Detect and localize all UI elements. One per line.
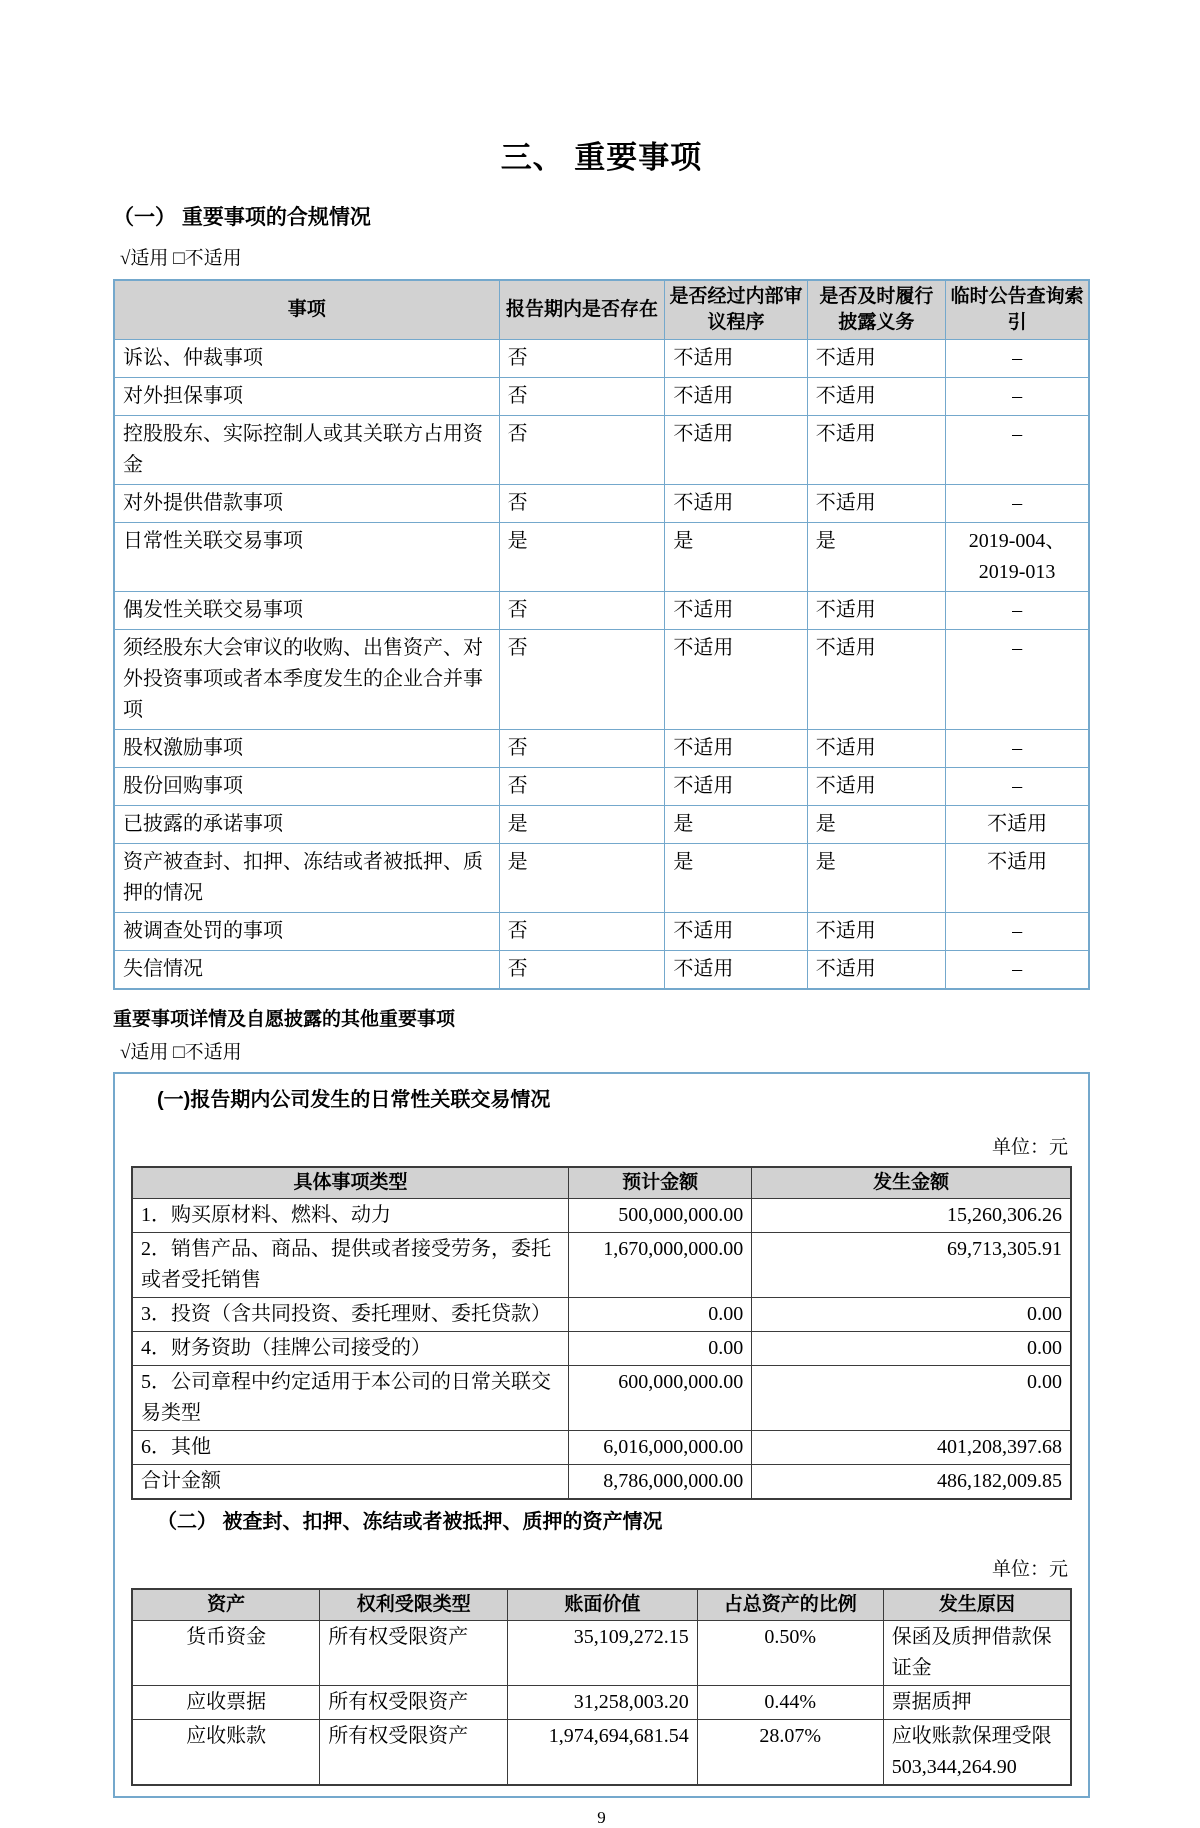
table-cell: 所有权受限资产 <box>320 1686 508 1720</box>
table-cell: – <box>946 592 1089 630</box>
table-cell: 28.07% <box>697 1720 883 1786</box>
table-cell: 否 <box>499 592 665 630</box>
restricted-assets-table-head <box>132 1589 1071 1621</box>
table-cell: 2．销售产品、商品、提供或者接受劳务，委托或者受托销售 <box>132 1233 569 1298</box>
table-cell: 0.00 <box>752 1366 1071 1431</box>
table-cell: 是 <box>499 523 665 592</box>
table-cell: 600,000,000.00 <box>569 1366 752 1431</box>
table-cell: 所有权受限资产 <box>320 1720 508 1786</box>
table-cell: 日常性关联交易事项 <box>114 523 499 592</box>
table-cell: 不适用 <box>807 485 945 523</box>
table-cell: 不适用 <box>946 844 1089 913</box>
table-cell: 不适用 <box>946 806 1089 844</box>
column-header: 账面价值 <box>508 1589 698 1621</box>
column-header: 临时公告查询索引 <box>946 280 1089 340</box>
table-cell: 是 <box>807 844 945 913</box>
table-row <box>114 844 1089 913</box>
table-row <box>132 1621 1071 1686</box>
table-cell: 不适用 <box>807 340 945 378</box>
table-cell: 不适用 <box>665 730 807 768</box>
restricted-assets-table <box>131 1588 1072 1786</box>
table-cell: 不适用 <box>665 768 807 806</box>
details-applicability-note: √适用 □不适用 <box>120 1042 242 1063</box>
table-cell: 股份回购事项 <box>114 768 499 806</box>
details-box <box>113 1072 1090 1798</box>
column-header: 是否及时履行披露义务 <box>807 280 945 340</box>
table-cell: 对外提供借款事项 <box>114 485 499 523</box>
table-row <box>114 951 1089 990</box>
table-cell: – <box>946 630 1089 730</box>
table-cell: – <box>946 378 1089 416</box>
table-cell: 是 <box>665 806 807 844</box>
table-cell: – <box>946 768 1089 806</box>
table-cell: 1．购买原材料、燃料、动力 <box>132 1199 569 1233</box>
header-row <box>114 280 1089 340</box>
column-header: 报告期内是否存在 <box>499 280 665 340</box>
table-cell: 6．其他 <box>132 1431 569 1465</box>
table-cell: 应收账款 <box>132 1720 320 1786</box>
table-cell: – <box>946 485 1089 523</box>
table-cell: 8,786,000,000.00 <box>569 1465 752 1500</box>
table-cell: 资产被查封、扣押、冻结或者被抵押、质押的情况 <box>114 844 499 913</box>
table-cell: 1,670,000,000.00 <box>569 1233 752 1298</box>
column-header: 是否经过内部审议程序 <box>665 280 807 340</box>
section-heading-details: 重要事项详情及自愿披露的其他重要事项 <box>113 1009 456 1030</box>
header-row <box>132 1167 1071 1199</box>
column-header: 发生原因 <box>883 1589 1071 1621</box>
table-cell: 控股股东、实际控制人或其关联方占用资金 <box>114 416 499 485</box>
table-row <box>132 1332 1071 1366</box>
table-cell: 否 <box>499 913 665 951</box>
table-cell: 不适用 <box>807 913 945 951</box>
column-header: 预计金额 <box>569 1167 752 1199</box>
table-cell: 票据质押 <box>883 1686 1071 1720</box>
table-cell: 不适用 <box>807 951 945 990</box>
unit-label: 单位：元 <box>991 1559 1068 1580</box>
table-cell: 31,258,003.20 <box>508 1686 698 1720</box>
table-cell: 是 <box>665 844 807 913</box>
table-cell: 否 <box>499 730 665 768</box>
table-cell: 货币资金 <box>132 1621 320 1686</box>
table-cell: 不适用 <box>665 592 807 630</box>
table-cell: 35,109,272.15 <box>508 1621 698 1686</box>
table-row <box>114 592 1089 630</box>
table-cell: 不适用 <box>807 730 945 768</box>
table-row <box>114 730 1089 768</box>
table-cell: 是 <box>807 523 945 592</box>
table-cell: 6,016,000,000.00 <box>569 1431 752 1465</box>
table-cell: 保函及质押借款保证金 <box>883 1621 1071 1686</box>
table-row <box>114 485 1089 523</box>
subsection-heading-restricted-assets: （二） 被查封、扣押、冻结或者被抵押、质押的资产情况 <box>157 1511 663 1533</box>
column-header: 事项 <box>114 280 499 340</box>
table-cell: 2019-004、2019-013 <box>946 523 1089 592</box>
section-heading-compliance: （一） 重要事项的合规情况 <box>113 206 371 229</box>
table-cell: 应收票据 <box>132 1686 320 1720</box>
table-cell: 否 <box>499 630 665 730</box>
table-cell: 0.00 <box>569 1298 752 1332</box>
table-cell: 股权激励事项 <box>114 730 499 768</box>
table-cell: 不适用 <box>665 340 807 378</box>
column-header: 占总资产的比例 <box>697 1589 883 1621</box>
table-cell: – <box>946 951 1089 990</box>
table-cell: 不适用 <box>665 485 807 523</box>
table-cell: 不适用 <box>665 951 807 990</box>
compliance-table-body <box>114 340 1089 990</box>
table-cell: 486,182,009.85 <box>752 1465 1071 1500</box>
compliance-table-head <box>114 280 1089 340</box>
table-row <box>114 523 1089 592</box>
table-row <box>114 630 1089 730</box>
table-cell: 是 <box>665 523 807 592</box>
table-cell: – <box>946 913 1089 951</box>
column-header: 具体事项类型 <box>132 1167 569 1199</box>
table-cell: 0.00 <box>752 1332 1071 1366</box>
page-number: 9 <box>597 1808 606 1827</box>
table-cell: 否 <box>499 378 665 416</box>
table-row <box>132 1233 1071 1298</box>
table-cell: 否 <box>499 485 665 523</box>
table-cell: 401,208,397.68 <box>752 1431 1071 1465</box>
table-row <box>114 416 1089 485</box>
subsection-heading-daily-transactions: (一)报告期内公司发生的日常性关联交易情况 <box>157 1089 551 1111</box>
page-title: 三、 重要事项 <box>500 140 703 175</box>
table-cell: 对外担保事项 <box>114 378 499 416</box>
table-cell: 偶发性关联交易事项 <box>114 592 499 630</box>
table-cell: 是 <box>499 844 665 913</box>
table-row <box>114 340 1089 378</box>
column-header: 发生金额 <box>752 1167 1071 1199</box>
column-header: 资产 <box>132 1589 320 1621</box>
table-cell: 是 <box>807 806 945 844</box>
table-cell: 否 <box>499 951 665 990</box>
table-cell: 不适用 <box>665 630 807 730</box>
header-row <box>132 1589 1071 1621</box>
report-page <box>113 0 1090 1828</box>
table-cell: 不适用 <box>807 592 945 630</box>
column-header: 权利受限类型 <box>320 1589 508 1621</box>
table-cell: 不适用 <box>665 378 807 416</box>
table-cell: 合计金额 <box>132 1465 569 1500</box>
table-cell: 5．公司章程中约定适用于本公司的日常关联交易类型 <box>132 1366 569 1431</box>
table-cell: 诉讼、仲裁事项 <box>114 340 499 378</box>
table-row <box>114 806 1089 844</box>
table-cell: – <box>946 340 1089 378</box>
table-cell: 否 <box>499 340 665 378</box>
table-cell: 否 <box>499 768 665 806</box>
table-row <box>114 913 1089 951</box>
table-cell: 0.00 <box>569 1332 752 1366</box>
table-row <box>132 1431 1071 1465</box>
table-cell: 不适用 <box>807 630 945 730</box>
table-row <box>132 1720 1071 1786</box>
table-cell: 应收账款保理受限 503,344,264.90 <box>883 1720 1071 1786</box>
table-cell: 0.44% <box>697 1686 883 1720</box>
table-cell: 15,260,306.26 <box>752 1199 1071 1233</box>
table-cell: 0.50% <box>697 1621 883 1686</box>
table-cell: 否 <box>499 416 665 485</box>
table-row <box>114 768 1089 806</box>
compliance-table <box>113 279 1090 990</box>
table-row <box>132 1465 1071 1500</box>
table-cell: 须经股东大会审议的收购、出售资产、对外投资事项或者本季度发生的企业合并事项 <box>114 630 499 730</box>
daily-transactions-table-head <box>132 1167 1071 1199</box>
table-cell: 1,974,694,681.54 <box>508 1720 698 1786</box>
table-row <box>132 1366 1071 1431</box>
table-cell: – <box>946 416 1089 485</box>
table-row <box>132 1199 1071 1233</box>
table-cell: 500,000,000.00 <box>569 1199 752 1233</box>
unit-label: 单位：元 <box>991 1137 1068 1158</box>
table-cell: 不适用 <box>807 768 945 806</box>
table-row <box>132 1686 1071 1720</box>
table-cell: – <box>946 730 1089 768</box>
table-cell: 已披露的承诺事项 <box>114 806 499 844</box>
table-cell: 不适用 <box>807 416 945 485</box>
table-cell: 不适用 <box>665 913 807 951</box>
table-row <box>114 378 1089 416</box>
daily-transactions-table-body <box>132 1199 1071 1500</box>
table-cell: 失信情况 <box>114 951 499 990</box>
table-cell: 是 <box>499 806 665 844</box>
table-cell: 69,713,305.91 <box>752 1233 1071 1298</box>
table-cell: 所有权受限资产 <box>320 1621 508 1686</box>
table-cell: 4．财务资助（挂牌公司接受的） <box>132 1332 569 1366</box>
table-cell: 被调查处罚的事项 <box>114 913 499 951</box>
table-cell: 不适用 <box>665 416 807 485</box>
daily-related-transactions-table <box>131 1166 1072 1500</box>
table-row <box>132 1298 1071 1332</box>
table-cell: 不适用 <box>807 378 945 416</box>
restricted-assets-table-body <box>132 1621 1071 1786</box>
table-cell: 0.00 <box>752 1298 1071 1332</box>
table-cell: 3．投资（含共同投资、委托理财、委托贷款） <box>132 1298 569 1332</box>
compliance-applicability-note: √适用 □不适用 <box>120 248 242 269</box>
